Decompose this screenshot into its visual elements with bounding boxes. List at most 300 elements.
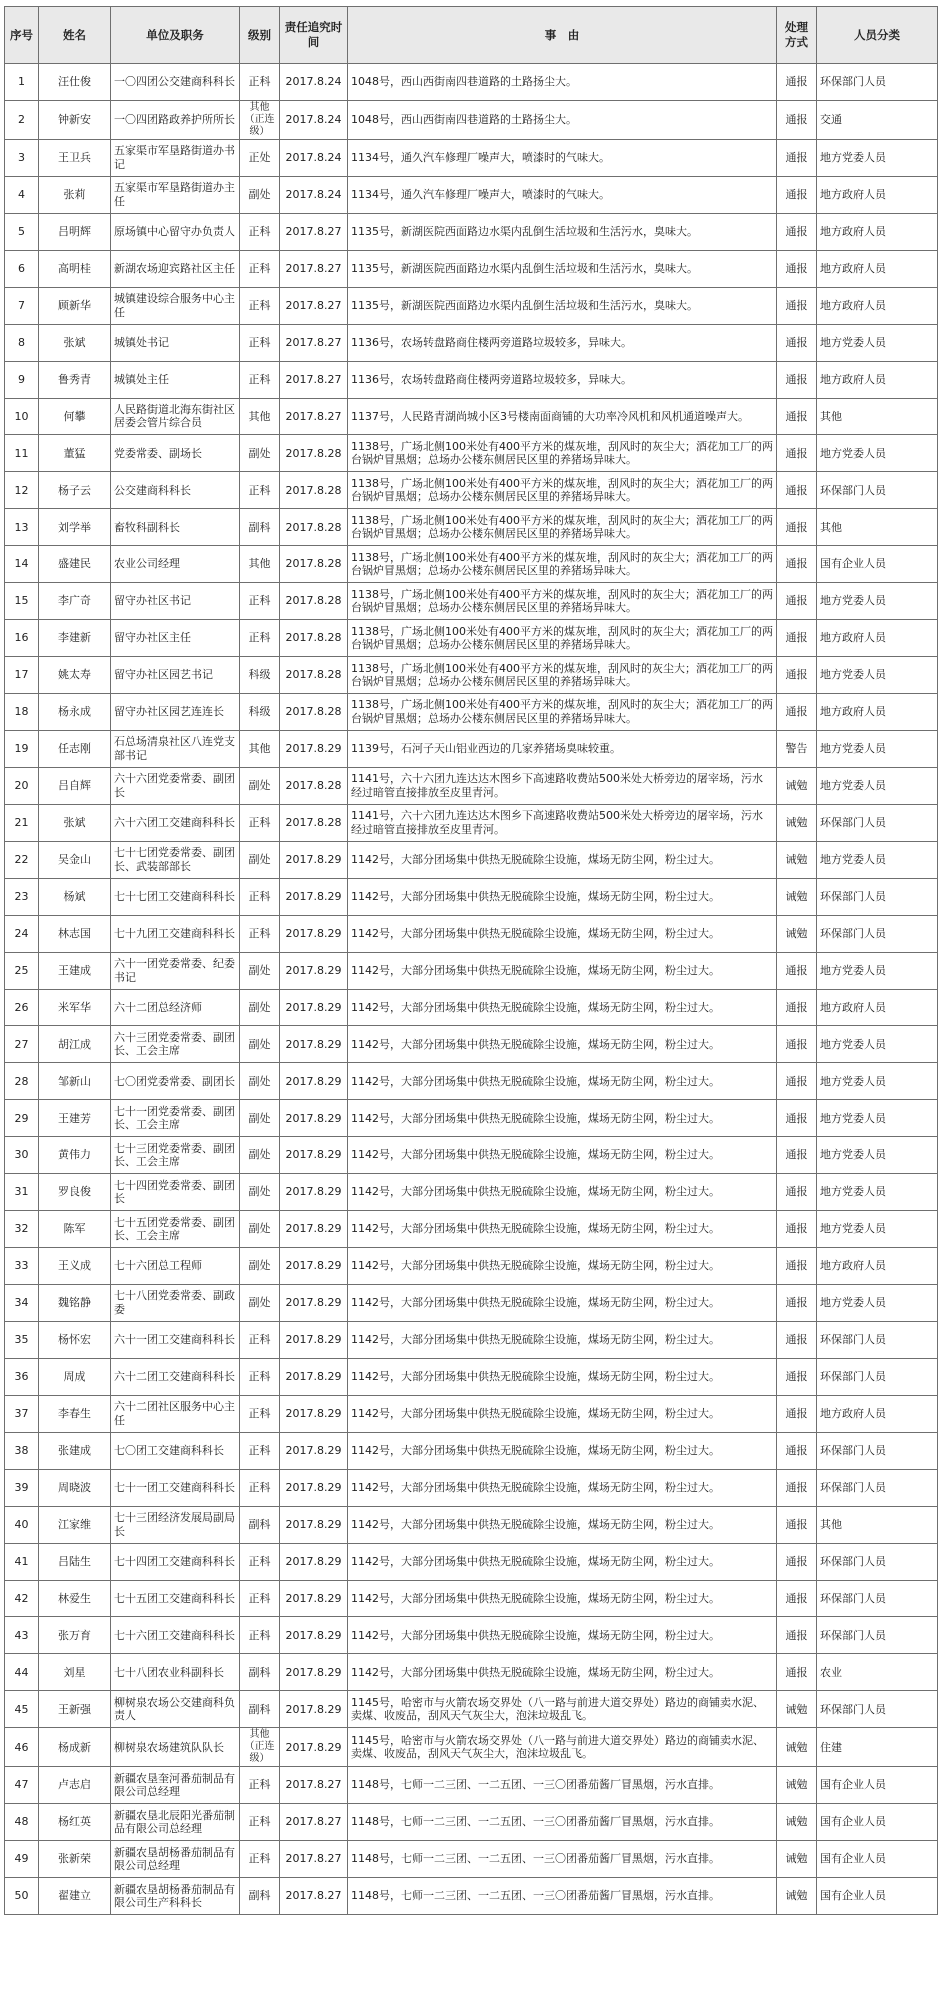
- cell-date: 2017.8.29: [280, 1026, 348, 1063]
- cell-category: 环保部门人员: [817, 1469, 938, 1506]
- cell-category: 地方政府人员: [817, 176, 938, 213]
- cell-unit-position: 六十一团党委常委、纪委书记: [111, 952, 240, 989]
- cell-handling: 通报: [777, 250, 817, 287]
- cell-name: 刘星: [39, 1654, 111, 1691]
- cell-name: 陈军: [39, 1211, 111, 1248]
- table-row: [5, 1617, 938, 1654]
- cell-level: 正科: [240, 1543, 280, 1580]
- cell-reason: 1142号，大部分团场集中供热无脱硫除尘设施，煤场无防尘网，粉尘过大。: [348, 878, 777, 915]
- cell-category: 地方党委人员: [817, 1211, 938, 1248]
- cell-reason: 1142号，大部分团场集中供热无脱硫除尘设施，煤场无防尘网，粉尘过大。: [348, 1617, 777, 1654]
- header-index: 序号: [5, 7, 39, 64]
- cell-category: 其他: [817, 398, 938, 435]
- table-row: [5, 250, 938, 287]
- table-row: [5, 1580, 938, 1617]
- cell-unit-position: 七十七团工交建商科科长: [111, 878, 240, 915]
- cell-handling: 诫勉: [777, 915, 817, 952]
- cell-level: 正科: [240, 620, 280, 657]
- table-body: [5, 64, 938, 1915]
- cell-name: 邹新山: [39, 1063, 111, 1100]
- cell-handling: 诫勉: [777, 1767, 817, 1804]
- cell-name: 高明桂: [39, 250, 111, 287]
- cell-unit-position: 六十一团工交建商科科长: [111, 1321, 240, 1358]
- cell-level: 副处: [240, 1026, 280, 1063]
- cell-category: 地方党委人员: [817, 1137, 938, 1174]
- table-row: [5, 841, 938, 878]
- cell-index: 47: [5, 1767, 39, 1804]
- cell-handling: 通报: [777, 1063, 817, 1100]
- cell-handling: 诫勉: [777, 767, 817, 804]
- cell-name: 杨斌: [39, 878, 111, 915]
- table-row: [5, 1654, 938, 1691]
- table-row: [5, 546, 938, 583]
- cell-unit-position: 六十二团总经济师: [111, 989, 240, 1026]
- cell-unit-position: 七〇团党委常委、副团长: [111, 1063, 240, 1100]
- cell-unit-position: 七十六团总工程师: [111, 1248, 240, 1285]
- cell-level: 副科: [240, 1878, 280, 1915]
- cell-reason: 1141号，六十六团九连达达木图乡下高速路收费站500米处大桥旁边的屠宰场，污水经过暗管直接排放至皮里青河。: [348, 804, 777, 841]
- cell-name: 刘学举: [39, 509, 111, 546]
- cell-category: 地方政府人员: [817, 250, 938, 287]
- cell-index: 6: [5, 250, 39, 287]
- cell-level: 其他（正连级）: [240, 1728, 280, 1767]
- cell-handling: 通报: [777, 139, 817, 176]
- cell-date: 2017.8.29: [280, 952, 348, 989]
- cell-unit-position: 一〇四团公交建商科科长: [111, 64, 240, 101]
- cell-unit-position: 石总场清泉社区八连党支部书记: [111, 730, 240, 767]
- cell-handling: 通报: [777, 583, 817, 620]
- cell-name: 翟建立: [39, 1878, 111, 1915]
- cell-handling: 通报: [777, 1100, 817, 1137]
- cell-level: 其他: [240, 546, 280, 583]
- cell-level: 正科: [240, 1395, 280, 1432]
- cell-level: 正科: [240, 250, 280, 287]
- table-row: [5, 509, 938, 546]
- cell-level: 副处: [240, 952, 280, 989]
- cell-date: 2017.8.29: [280, 1580, 348, 1617]
- cell-level: 正科: [240, 213, 280, 250]
- cell-index: 20: [5, 767, 39, 804]
- cell-category: 国有企业人员: [817, 1804, 938, 1841]
- cell-index: 43: [5, 1617, 39, 1654]
- cell-index: 18: [5, 694, 39, 731]
- cell-reason: 1142号，大部分团场集中供热无脱硫除尘设施，煤场无防尘网，粉尘过大。: [348, 1580, 777, 1617]
- cell-handling: 通报: [777, 1137, 817, 1174]
- cell-level: 副处: [240, 1100, 280, 1137]
- cell-date: 2017.8.28: [280, 767, 348, 804]
- cell-reason: 1138号，广场北侧100米处有400平方米的煤灰堆，刮风时的灰尘大；酒花加工厂的两台锅炉冒黑烟；总场办公楼东侧居民区里的养猪场异味大。: [348, 509, 777, 546]
- cell-reason: 1148号，七师一二三团、一二五团、一三〇团番茄酱厂冒黑烟，污水直排。: [348, 1841, 777, 1878]
- cell-handling: 通报: [777, 472, 817, 509]
- cell-index: 29: [5, 1100, 39, 1137]
- cell-name: 王新强: [39, 1691, 111, 1728]
- cell-date: 2017.8.29: [280, 915, 348, 952]
- cell-index: 15: [5, 583, 39, 620]
- cell-unit-position: 城镇处主任: [111, 361, 240, 398]
- cell-name: 胡江成: [39, 1026, 111, 1063]
- table-row: [5, 1878, 938, 1915]
- header-unit-position: 单位及职务: [111, 7, 240, 64]
- cell-date: 2017.8.29: [280, 1617, 348, 1654]
- cell-date: 2017.8.27: [280, 398, 348, 435]
- cell-category: 环保部门人员: [817, 1580, 938, 1617]
- cell-unit-position: 农业公司经理: [111, 546, 240, 583]
- cell-category: 环保部门人员: [817, 1617, 938, 1654]
- cell-level: 副处: [240, 1211, 280, 1248]
- cell-index: 21: [5, 804, 39, 841]
- table-row: [5, 1100, 938, 1137]
- cell-handling: 诫勉: [777, 1691, 817, 1728]
- cell-unit-position: 畜牧科副科长: [111, 509, 240, 546]
- cell-reason: 1135号，新湖医院西面路边水渠内乱倒生活垃圾和生活污水，臭味大。: [348, 287, 777, 324]
- cell-index: 31: [5, 1174, 39, 1211]
- cell-reason: 1138号，广场北侧100米处有400平方米的煤灰堆，刮风时的灰尘大；酒花加工厂的两台锅炉冒黑烟；总场办公楼东侧居民区里的养猪场异味大。: [348, 546, 777, 583]
- cell-index: 17: [5, 657, 39, 694]
- cell-handling: 通报: [777, 509, 817, 546]
- cell-unit-position: 新湖农场迎宾路社区主任: [111, 250, 240, 287]
- table-row: [5, 1321, 938, 1358]
- cell-unit-position: 七十六团工交建商科科长: [111, 1617, 240, 1654]
- cell-date: 2017.8.29: [280, 878, 348, 915]
- cell-handling: 通报: [777, 1174, 817, 1211]
- cell-index: 41: [5, 1543, 39, 1580]
- cell-category: 环保部门人员: [817, 1691, 938, 1728]
- cell-category: 农业: [817, 1654, 938, 1691]
- cell-category: 地方党委人员: [817, 583, 938, 620]
- cell-index: 25: [5, 952, 39, 989]
- cell-reason: 1142号，大部分团场集中供热无脱硫除尘设施，煤场无防尘网，粉尘过大。: [348, 1100, 777, 1137]
- cell-reason: 1138号，广场北侧100米处有400平方米的煤灰堆，刮风时的灰尘大；酒花加工厂的两台锅炉冒黑烟；总场办公楼东侧居民区里的养猪场异味大。: [348, 435, 777, 472]
- cell-date: 2017.8.24: [280, 100, 348, 139]
- cell-name: 王建芳: [39, 1100, 111, 1137]
- cell-handling: 通报: [777, 176, 817, 213]
- cell-date: 2017.8.29: [280, 989, 348, 1026]
- cell-index: 36: [5, 1358, 39, 1395]
- cell-handling: 诫勉: [777, 841, 817, 878]
- cell-handling: 通报: [777, 398, 817, 435]
- cell-unit-position: 七十四团工交建商科科长: [111, 1543, 240, 1580]
- cell-level: 正科: [240, 472, 280, 509]
- cell-level: 正科: [240, 1432, 280, 1469]
- cell-date: 2017.8.29: [280, 1321, 348, 1358]
- cell-date: 2017.8.29: [280, 1211, 348, 1248]
- cell-reason: 1141号，六十六团九连达达木图乡下高速路收费站500米处大桥旁边的屠宰场，污水经过暗管直接排放至皮里青河。: [348, 767, 777, 804]
- cell-category: 环保部门人员: [817, 804, 938, 841]
- cell-level: 正科: [240, 804, 280, 841]
- cell-level: 科级: [240, 694, 280, 731]
- table-row: [5, 804, 938, 841]
- cell-name: 吴金山: [39, 841, 111, 878]
- cell-unit-position: 六十二团社区服务中心主任: [111, 1395, 240, 1432]
- cell-reason: 1138号，广场北侧100米处有400平方米的煤灰堆，刮风时的灰尘大；酒花加工厂的两台锅炉冒黑烟；总场办公楼东侧居民区里的养猪场异味大。: [348, 620, 777, 657]
- cell-name: 张建成: [39, 1432, 111, 1469]
- cell-handling: 通报: [777, 620, 817, 657]
- cell-name: 杨永成: [39, 694, 111, 731]
- cell-unit-position: 留守办社区主任: [111, 620, 240, 657]
- cell-category: 地方政府人员: [817, 361, 938, 398]
- cell-date: 2017.8.29: [280, 1358, 348, 1395]
- cell-reason: 1142号，大部分团场集中供热无脱硫除尘设施，煤场无防尘网，粉尘过大。: [348, 1395, 777, 1432]
- cell-reason: 1142号，大部分团场集中供热无脱硫除尘设施，煤场无防尘网，粉尘过大。: [348, 989, 777, 1026]
- cell-handling: 诫勉: [777, 1804, 817, 1841]
- header-category: 人员分类: [817, 7, 938, 64]
- cell-index: 39: [5, 1469, 39, 1506]
- cell-handling: 通报: [777, 64, 817, 101]
- table-row: [5, 1395, 938, 1432]
- cell-reason: 1148号，七师一二三团、一二五团、一三〇团番茄酱厂冒黑烟，污水直排。: [348, 1878, 777, 1915]
- cell-date: 2017.8.28: [280, 804, 348, 841]
- cell-index: 28: [5, 1063, 39, 1100]
- cell-category: 环保部门人员: [817, 1543, 938, 1580]
- cell-level: 科级: [240, 657, 280, 694]
- cell-category: 地方党委人员: [817, 1100, 938, 1137]
- cell-name: 王建成: [39, 952, 111, 989]
- cell-date: 2017.8.28: [280, 546, 348, 583]
- cell-level: 正科: [240, 1358, 280, 1395]
- cell-handling: 通报: [777, 952, 817, 989]
- cell-level: 正科: [240, 1469, 280, 1506]
- cell-reason: 1134号，通久汽车修理厂噪声大，喷漆时的气味大。: [348, 176, 777, 213]
- cell-unit-position: 六十六团工交建商科科长: [111, 804, 240, 841]
- cell-handling: 通报: [777, 1543, 817, 1580]
- cell-date: 2017.8.28: [280, 583, 348, 620]
- cell-handling: 通报: [777, 989, 817, 1026]
- cell-level: 副科: [240, 1654, 280, 1691]
- cell-unit-position: 新疆农垦胡杨番茄制品有限公司生产科科长: [111, 1878, 240, 1915]
- cell-category: 地方党委人员: [817, 324, 938, 361]
- cell-index: 33: [5, 1248, 39, 1285]
- cell-level: 副科: [240, 509, 280, 546]
- cell-index: 30: [5, 1137, 39, 1174]
- cell-reason: 1142号，大部分团场集中供热无脱硫除尘设施，煤场无防尘网，粉尘过大。: [348, 1026, 777, 1063]
- cell-index: 26: [5, 989, 39, 1026]
- cell-unit-position: 七十八团党委常委、副政委: [111, 1285, 240, 1322]
- cell-date: 2017.8.29: [280, 1395, 348, 1432]
- table-row: [5, 583, 938, 620]
- cell-date: 2017.8.24: [280, 64, 348, 101]
- cell-date: 2017.8.24: [280, 139, 348, 176]
- cell-category: 交通: [817, 100, 938, 139]
- cell-unit-position: 七十四团党委常委、副团长: [111, 1174, 240, 1211]
- cell-name: 汪仕俊: [39, 64, 111, 101]
- header-row: [5, 7, 938, 64]
- table-row: [5, 1728, 938, 1767]
- cell-reason: 1142号，大部分团场集中供热无脱硫除尘设施，煤场无防尘网，粉尘过大。: [348, 1211, 777, 1248]
- cell-handling: 通报: [777, 546, 817, 583]
- cell-handling: 通报: [777, 324, 817, 361]
- cell-reason: 1142号，大部分团场集中供热无脱硫除尘设施，煤场无防尘网，粉尘过大。: [348, 1506, 777, 1543]
- table-row: [5, 1841, 938, 1878]
- cell-handling: 通报: [777, 1506, 817, 1543]
- cell-name: 张莉: [39, 176, 111, 213]
- cell-name: 李广奇: [39, 583, 111, 620]
- cell-name: 卢志启: [39, 1767, 111, 1804]
- cell-date: 2017.8.27: [280, 1878, 348, 1915]
- cell-index: 34: [5, 1285, 39, 1322]
- cell-category: 环保部门人员: [817, 472, 938, 509]
- table-row: [5, 1137, 938, 1174]
- cell-name: 李春生: [39, 1395, 111, 1432]
- cell-unit-position: 七〇团工交建商科科长: [111, 1432, 240, 1469]
- cell-handling: 通报: [777, 1469, 817, 1506]
- table-row: [5, 1804, 938, 1841]
- cell-reason: 1138号，广场北侧100米处有400平方米的煤灰堆，刮风时的灰尘大；酒花加工厂的两台锅炉冒黑烟；总场办公楼东侧居民区里的养猪场异味大。: [348, 657, 777, 694]
- header-level: 级别: [240, 7, 280, 64]
- cell-handling: 诫勉: [777, 878, 817, 915]
- header-reason: 事 由: [348, 7, 777, 64]
- cell-index: 23: [5, 878, 39, 915]
- cell-unit-position: 一〇四团路政养护所所长: [111, 100, 240, 139]
- cell-date: 2017.8.27: [280, 1841, 348, 1878]
- cell-name: 何攀: [39, 398, 111, 435]
- cell-date: 2017.8.24: [280, 176, 348, 213]
- cell-reason: 1136号，农场转盘路商住楼两旁道路垃圾较多，异味大。: [348, 324, 777, 361]
- cell-category: 地方政府人员: [817, 213, 938, 250]
- cell-name: 杨怀宏: [39, 1321, 111, 1358]
- cell-unit-position: 七十九团工交建商科科长: [111, 915, 240, 952]
- cell-unit-position: 七十三团党委常委、副团长、工会主席: [111, 1137, 240, 1174]
- cell-category: 地方党委人员: [817, 1285, 938, 1322]
- cell-category: 环保部门人员: [817, 1358, 938, 1395]
- cell-handling: 通报: [777, 100, 817, 139]
- cell-reason: 1138号，广场北侧100米处有400平方米的煤灰堆，刮风时的灰尘大；酒花加工厂的两台锅炉冒黑烟；总场办公楼东侧居民区里的养猪场异味大。: [348, 472, 777, 509]
- cell-level: 正科: [240, 1804, 280, 1841]
- cell-name: 杨红英: [39, 1804, 111, 1841]
- cell-level: 其他: [240, 730, 280, 767]
- cell-handling: 诫勉: [777, 1841, 817, 1878]
- cell-level: 正科: [240, 583, 280, 620]
- cell-unit-position: 党委常委、副场长: [111, 435, 240, 472]
- cell-name: 魏铭静: [39, 1285, 111, 1322]
- cell-level: 其他: [240, 398, 280, 435]
- cell-unit-position: 七十三团经济发展局副局长: [111, 1506, 240, 1543]
- cell-name: 张斌: [39, 324, 111, 361]
- cell-level: 副科: [240, 1691, 280, 1728]
- cell-unit-position: 六十三团党委常委、副团长、工会主席: [111, 1026, 240, 1063]
- table-row: [5, 1174, 938, 1211]
- cell-date: 2017.8.28: [280, 694, 348, 731]
- cell-index: 12: [5, 472, 39, 509]
- cell-handling: 通报: [777, 1358, 817, 1395]
- cell-handling: 通报: [777, 1248, 817, 1285]
- cell-level: 副处: [240, 989, 280, 1026]
- cell-reason: 1148号，七师一二三团、一二五团、一三〇团番茄酱厂冒黑烟，污水直排。: [348, 1767, 777, 1804]
- cell-index: 50: [5, 1878, 39, 1915]
- cell-level: 正科: [240, 324, 280, 361]
- cell-level: 正科: [240, 1617, 280, 1654]
- cell-reason: 1048号，西山西街南四巷道路的土路扬尘大。: [348, 100, 777, 139]
- cell-index: 49: [5, 1841, 39, 1878]
- cell-date: 2017.8.29: [280, 730, 348, 767]
- cell-reason: 1136号，农场转盘路商住楼两旁道路垃圾较多，异味大。: [348, 361, 777, 398]
- cell-category: 地方党委人员: [817, 1026, 938, 1063]
- cell-date: 2017.8.27: [280, 1804, 348, 1841]
- cell-reason: 1138号，广场北侧100米处有400平方米的煤灰堆，刮风时的灰尘大；酒花加工厂的两台锅炉冒黑烟；总场办公楼东侧居民区里的养猪场异味大。: [348, 694, 777, 731]
- cell-handling: 通报: [777, 1285, 817, 1322]
- cell-level: 副处: [240, 1137, 280, 1174]
- cell-category: 地方党委人员: [817, 730, 938, 767]
- cell-level: 副处: [240, 1063, 280, 1100]
- cell-level: 副处: [240, 1285, 280, 1322]
- table-row: [5, 1432, 938, 1469]
- table-row: [5, 915, 938, 952]
- cell-category: 其他: [817, 509, 938, 546]
- cell-reason: 1142号，大部分团场集中供热无脱硫除尘设施，煤场无防尘网，粉尘过大。: [348, 1063, 777, 1100]
- table-row: [5, 213, 938, 250]
- cell-index: 46: [5, 1728, 39, 1767]
- cell-reason: 1142号，大部分团场集中供热无脱硫除尘设施，煤场无防尘网，粉尘过大。: [348, 1469, 777, 1506]
- cell-reason: 1142号，大部分团场集中供热无脱硫除尘设施，煤场无防尘网，粉尘过大。: [348, 1358, 777, 1395]
- cell-name: 张斌: [39, 804, 111, 841]
- table-row: [5, 1691, 938, 1728]
- cell-index: 19: [5, 730, 39, 767]
- table-row: [5, 100, 938, 139]
- cell-category: 地方政府人员: [817, 1395, 938, 1432]
- cell-level: 副处: [240, 176, 280, 213]
- cell-reason: 1134号，通久汽车修理厂噪声大，喷漆时的气味大。: [348, 139, 777, 176]
- header-name: 姓名: [39, 7, 111, 64]
- cell-date: 2017.8.29: [280, 1248, 348, 1285]
- cell-unit-position: 公交建商科科长: [111, 472, 240, 509]
- cell-date: 2017.8.28: [280, 472, 348, 509]
- cell-category: 住建: [817, 1728, 938, 1767]
- cell-category: 地方党委人员: [817, 1174, 938, 1211]
- cell-category: 地方政府人员: [817, 287, 938, 324]
- cell-date: 2017.8.29: [280, 1691, 348, 1728]
- cell-handling: 通报: [777, 1211, 817, 1248]
- cell-unit-position: 七十一团工交建商科科长: [111, 1469, 240, 1506]
- table-row: [5, 398, 938, 435]
- cell-level: 正科: [240, 361, 280, 398]
- cell-index: 5: [5, 213, 39, 250]
- table-row: [5, 1767, 938, 1804]
- cell-name: 盛建民: [39, 546, 111, 583]
- cell-handling: 通报: [777, 1654, 817, 1691]
- header-handling: 处理方式: [777, 7, 817, 64]
- cell-handling: 通报: [777, 361, 817, 398]
- table-row: [5, 730, 938, 767]
- cell-unit-position: 七十五团工交建商科科长: [111, 1580, 240, 1617]
- cell-name: 周成: [39, 1358, 111, 1395]
- cell-date: 2017.8.29: [280, 1174, 348, 1211]
- cell-unit-position: 原场镇中心留守办负责人: [111, 213, 240, 250]
- cell-handling: 通报: [777, 287, 817, 324]
- table-row: [5, 878, 938, 915]
- cell-name: 吕明辉: [39, 213, 111, 250]
- cell-level: 副处: [240, 1248, 280, 1285]
- table-row: [5, 657, 938, 694]
- cell-level: 其他（正连级）: [240, 100, 280, 139]
- cell-level: 副处: [240, 841, 280, 878]
- cell-category: 地方政府人员: [817, 1248, 938, 1285]
- cell-handling: 通报: [777, 657, 817, 694]
- cell-reason: 1145号，哈密市与火箭农场交界处（八一路与前进大道交界处）路边的商铺卖水泥、卖煤、收废品，刮风天气灰尘大，泡沫垃圾乱飞。: [348, 1728, 777, 1767]
- cell-category: 环保部门人员: [817, 1321, 938, 1358]
- cell-date: 2017.8.27: [280, 1767, 348, 1804]
- cell-date: 2017.8.27: [280, 250, 348, 287]
- cell-index: 42: [5, 1580, 39, 1617]
- cell-reason: 1135号，新湖医院西面路边水渠内乱倒生活垃圾和生活污水，臭味大。: [348, 250, 777, 287]
- header-date: 责任追究时间: [280, 7, 348, 64]
- table-row: [5, 176, 938, 213]
- cell-date: 2017.8.29: [280, 1543, 348, 1580]
- cell-level: 正科: [240, 64, 280, 101]
- cell-date: 2017.8.29: [280, 1432, 348, 1469]
- cell-name: 王卫兵: [39, 139, 111, 176]
- table-row: [5, 1506, 938, 1543]
- cell-handling: 通报: [777, 694, 817, 731]
- cell-name: 林爱生: [39, 1580, 111, 1617]
